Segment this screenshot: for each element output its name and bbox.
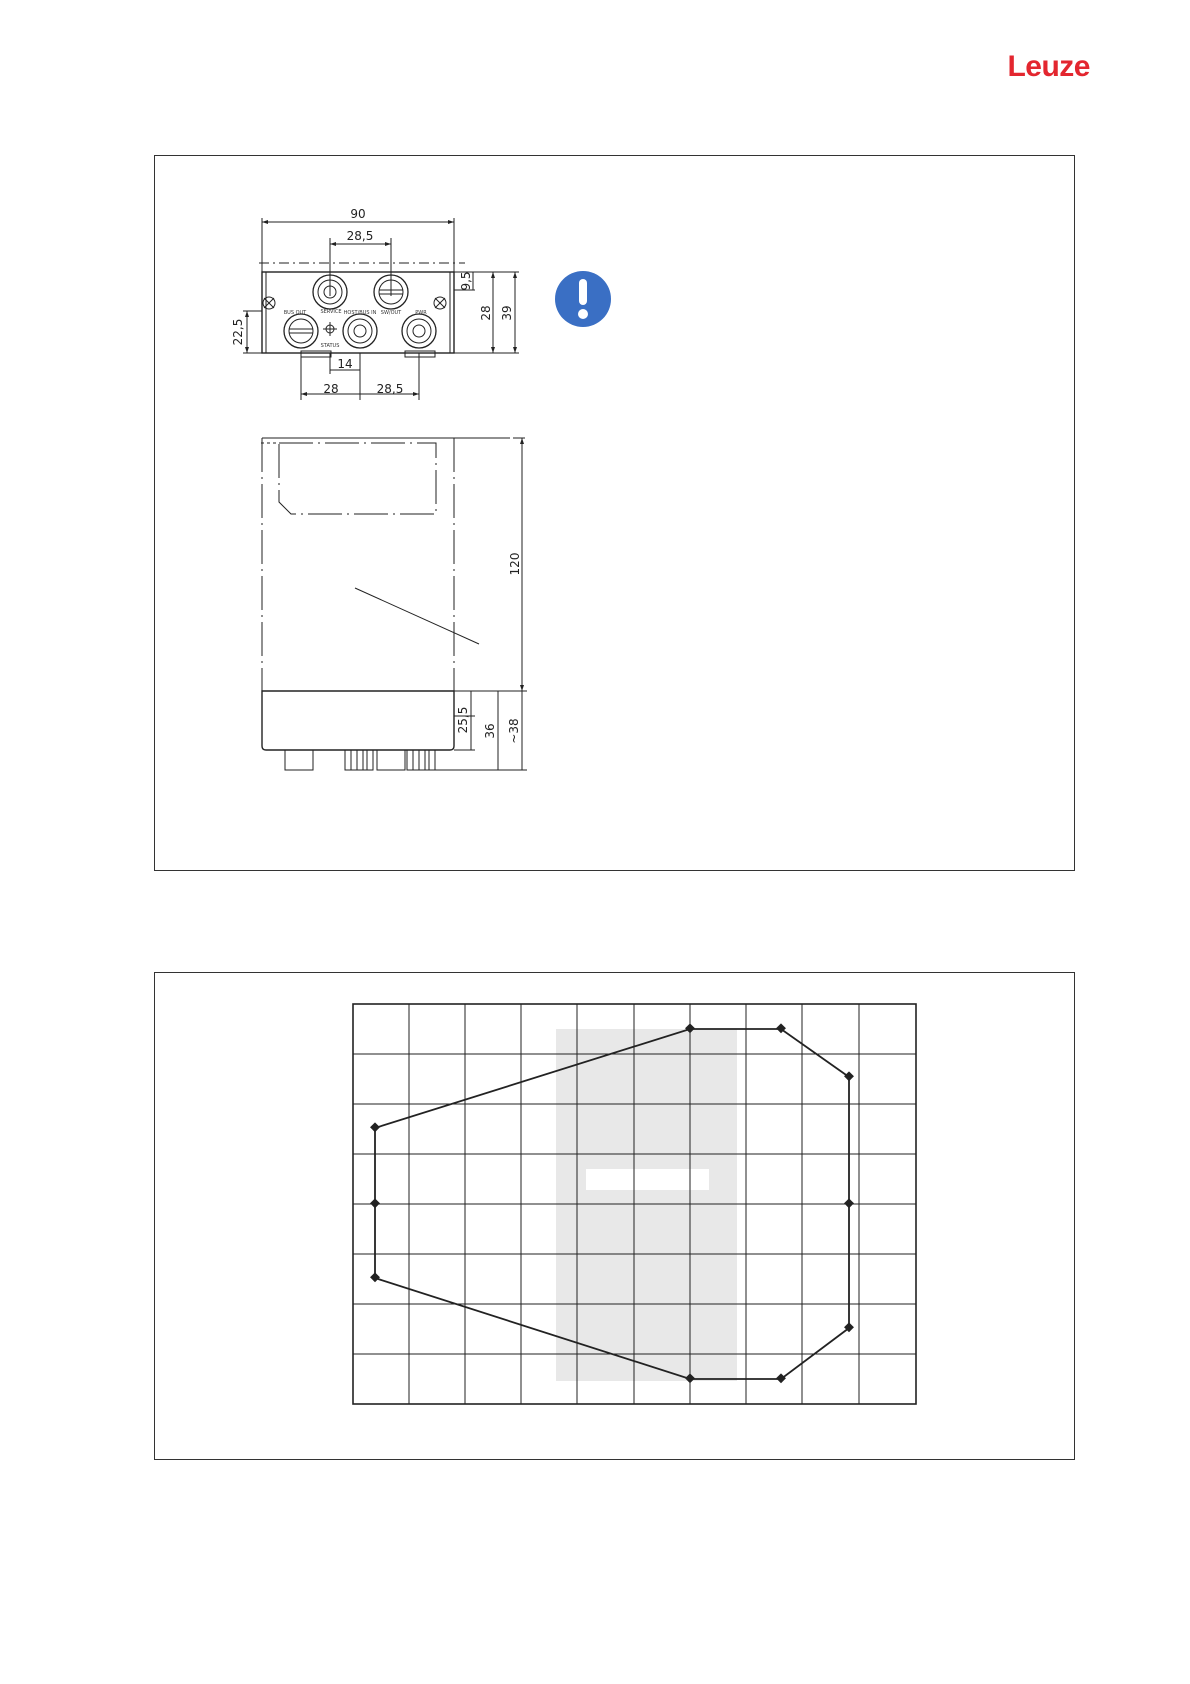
dim-height-left: 22,5 bbox=[231, 318, 245, 346]
dimension-drawing bbox=[155, 156, 1076, 872]
dim-cap-height: 25,5 bbox=[456, 706, 470, 734]
exclamation-icon bbox=[555, 271, 611, 327]
label-service: SERVICE bbox=[320, 309, 342, 315]
label-bus-in: HOST/BUS IN bbox=[343, 310, 377, 316]
dim-spacing-bottom-left: 28 bbox=[323, 382, 339, 396]
dim-offset-status: 14 bbox=[337, 357, 353, 371]
label-pwr: PWR bbox=[415, 310, 427, 316]
dim-connector-height: 36 bbox=[483, 723, 497, 739]
label-bus-out: BUS OUT bbox=[283, 310, 307, 316]
label-sw-out: SW/OUT bbox=[380, 310, 402, 316]
leuze-logo: Leuze bbox=[1007, 50, 1090, 83]
shaded-region bbox=[556, 1029, 737, 1381]
reading-field-chart bbox=[155, 973, 1076, 1461]
dim-height-inner: 28 bbox=[479, 305, 493, 321]
dim-total-height: ~38 bbox=[507, 718, 521, 744]
label-placeholder bbox=[586, 1169, 709, 1190]
label-status: STATUS bbox=[320, 343, 340, 349]
dim-offset-right: 9,5 bbox=[459, 271, 473, 291]
dim-spacing-bottom-right: 28,5 bbox=[376, 382, 404, 396]
dim-width-total: 90 bbox=[350, 207, 366, 221]
dimension-drawing-frame bbox=[154, 155, 1075, 871]
dim-length-body: 120 bbox=[508, 552, 522, 576]
dim-height-total: 39 bbox=[500, 305, 514, 321]
dim-spacing-top: 28,5 bbox=[346, 229, 374, 243]
reading-field-frame bbox=[154, 972, 1075, 1460]
